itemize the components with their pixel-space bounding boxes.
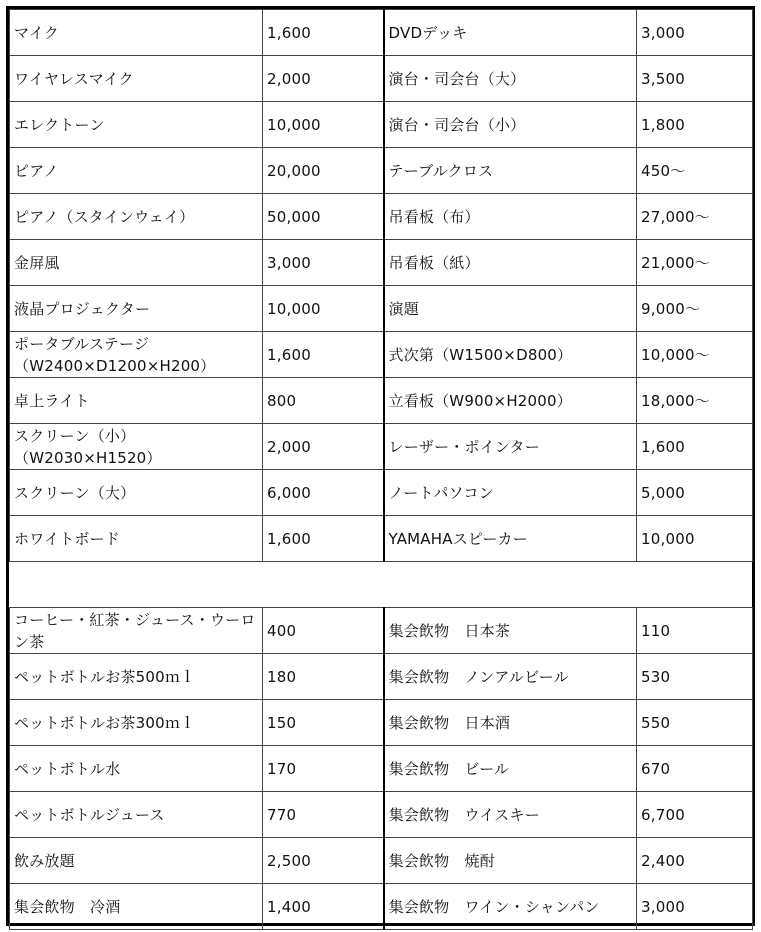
- item-price-cell: 20,000: [263, 148, 384, 194]
- drinks-row: [10, 608, 753, 654]
- item-name-cell: 集会飲物 ビール: [384, 746, 637, 792]
- blank-cell: [10, 562, 753, 608]
- equipment-row: [10, 240, 753, 286]
- item-price-cell: 770: [263, 792, 384, 838]
- item-name-cell: 演台・司会台（小）: [384, 102, 637, 148]
- item-price-cell: 450～: [637, 148, 753, 194]
- drinks-row: [10, 746, 753, 792]
- item-name-cell: 金屏風: [10, 240, 263, 286]
- item-price-cell: 10,000: [263, 286, 384, 332]
- item-price-cell: 1,600: [263, 332, 384, 378]
- item-price-cell: 3,000: [637, 10, 753, 56]
- equipment-row: [10, 470, 753, 516]
- item-price-cell: 6,700: [637, 792, 753, 838]
- item-price-cell: 6,000: [263, 470, 384, 516]
- item-price-cell: 1,600: [637, 424, 753, 470]
- equipment-row: [10, 516, 753, 562]
- item-name-cell: レーザー・ポインター: [384, 424, 637, 470]
- item-name-cell: コーヒー・紅茶・ジュース・ウーロン茶: [10, 608, 263, 654]
- item-name-cell: 吊看板（紙）: [384, 240, 637, 286]
- equipment-row: [10, 10, 753, 56]
- equipment-row: [10, 56, 753, 102]
- item-price-cell: 50,000: [263, 194, 384, 240]
- equipment-row: [10, 102, 753, 148]
- drinks-row: [10, 792, 753, 838]
- item-name-cell: スクリーン（大）: [10, 470, 263, 516]
- item-name-cell: ピアノ: [10, 148, 263, 194]
- price-table-sheet: [6, 6, 755, 926]
- equipment-row: [10, 332, 753, 378]
- item-price-cell: 2,500: [263, 838, 384, 884]
- item-name-cell: 集会飲物 日本酒: [384, 700, 637, 746]
- item-price-cell: 3,500: [637, 56, 753, 102]
- section-separator-row: [10, 562, 753, 608]
- item-price-cell: 2,000: [263, 56, 384, 102]
- item-name-cell: ペットボトル水: [10, 746, 263, 792]
- item-price-cell: 110: [637, 608, 753, 654]
- item-price-cell: 400: [263, 608, 384, 654]
- equipment-row: [10, 424, 753, 470]
- item-price-cell: 2,400: [637, 838, 753, 884]
- item-name-cell: 集会飲物 ワイン・シャンパン: [384, 884, 637, 930]
- item-name-cell: 式次第（W1500×D800）: [384, 332, 637, 378]
- equipment-row: [10, 148, 753, 194]
- item-price-cell: 3,000: [637, 884, 753, 930]
- item-price-cell: 1,400: [263, 884, 384, 930]
- item-name-cell: テーブルクロス: [384, 148, 637, 194]
- item-price-cell: 3,000: [263, 240, 384, 286]
- item-price-cell: 5,000: [637, 470, 753, 516]
- item-price-cell: 180: [263, 654, 384, 700]
- item-price-cell: 1,600: [263, 516, 384, 562]
- item-name-cell: スクリーン（小）（W2030×H1520）: [10, 424, 263, 470]
- item-price-cell: 10,000: [637, 516, 753, 562]
- equipment-row: [10, 378, 753, 424]
- item-name-cell: 立看板（W900×H2000）: [384, 378, 637, 424]
- drinks-row: [10, 884, 753, 930]
- item-price-cell: 550: [637, 700, 753, 746]
- item-price-cell: 10,000～: [637, 332, 753, 378]
- item-name-cell: 集会飲物 日本茶: [384, 608, 637, 654]
- item-name-cell: 集会飲物 ノンアルビール: [384, 654, 637, 700]
- drinks-row: [10, 654, 753, 700]
- item-name-cell: ペットボトルお茶300ｍｌ: [10, 700, 263, 746]
- item-price-cell: 150: [263, 700, 384, 746]
- item-price-cell: 2,000: [263, 424, 384, 470]
- item-price-cell: 21,000～: [637, 240, 753, 286]
- item-price-cell: 10,000: [263, 102, 384, 148]
- item-name-cell: マイク: [10, 10, 263, 56]
- item-name-cell: ポータブルステージ（W2400×D1200×H200）: [10, 332, 263, 378]
- price-table: [9, 9, 753, 930]
- item-price-cell: 9,000～: [637, 286, 753, 332]
- item-name-cell: 集会飲物 焼酎: [384, 838, 637, 884]
- item-price-cell: 27,000～: [637, 194, 753, 240]
- drinks-row: [10, 838, 753, 884]
- item-name-cell: ピアノ（スタインウェイ）: [10, 194, 263, 240]
- item-price-cell: 170: [263, 746, 384, 792]
- item-name-cell: エレクトーン: [10, 102, 263, 148]
- item-name-cell: DVDデッキ: [384, 10, 637, 56]
- item-price-cell: 670: [637, 746, 753, 792]
- item-name-cell: 液晶プロジェクター: [10, 286, 263, 332]
- equipment-row: [10, 194, 753, 240]
- item-price-cell: 530: [637, 654, 753, 700]
- item-name-cell: ペットボトルジュース: [10, 792, 263, 838]
- item-price-cell: 18,000～: [637, 378, 753, 424]
- item-name-cell: 集会飲物 冷酒: [10, 884, 263, 930]
- item-name-cell: 吊看板（布）: [384, 194, 637, 240]
- item-price-cell: 1,600: [263, 10, 384, 56]
- item-name-cell: 演台・司会台（大）: [384, 56, 637, 102]
- item-name-cell: ノートパソコン: [384, 470, 637, 516]
- item-price-cell: 1,800: [637, 102, 753, 148]
- drinks-row: [10, 700, 753, 746]
- item-name-cell: YAMAHAスピーカー: [384, 516, 637, 562]
- item-price-cell: 800: [263, 378, 384, 424]
- price-table-body: [10, 10, 753, 930]
- item-name-cell: ホワイトボード: [10, 516, 263, 562]
- item-name-cell: 演題: [384, 286, 637, 332]
- equipment-row: [10, 286, 753, 332]
- item-name-cell: 飲み放題: [10, 838, 263, 884]
- item-name-cell: 卓上ライト: [10, 378, 263, 424]
- item-name-cell: ワイヤレスマイク: [10, 56, 263, 102]
- item-name-cell: ペットボトルお茶500ｍｌ: [10, 654, 263, 700]
- item-name-cell: 集会飲物 ウイスキー: [384, 792, 637, 838]
